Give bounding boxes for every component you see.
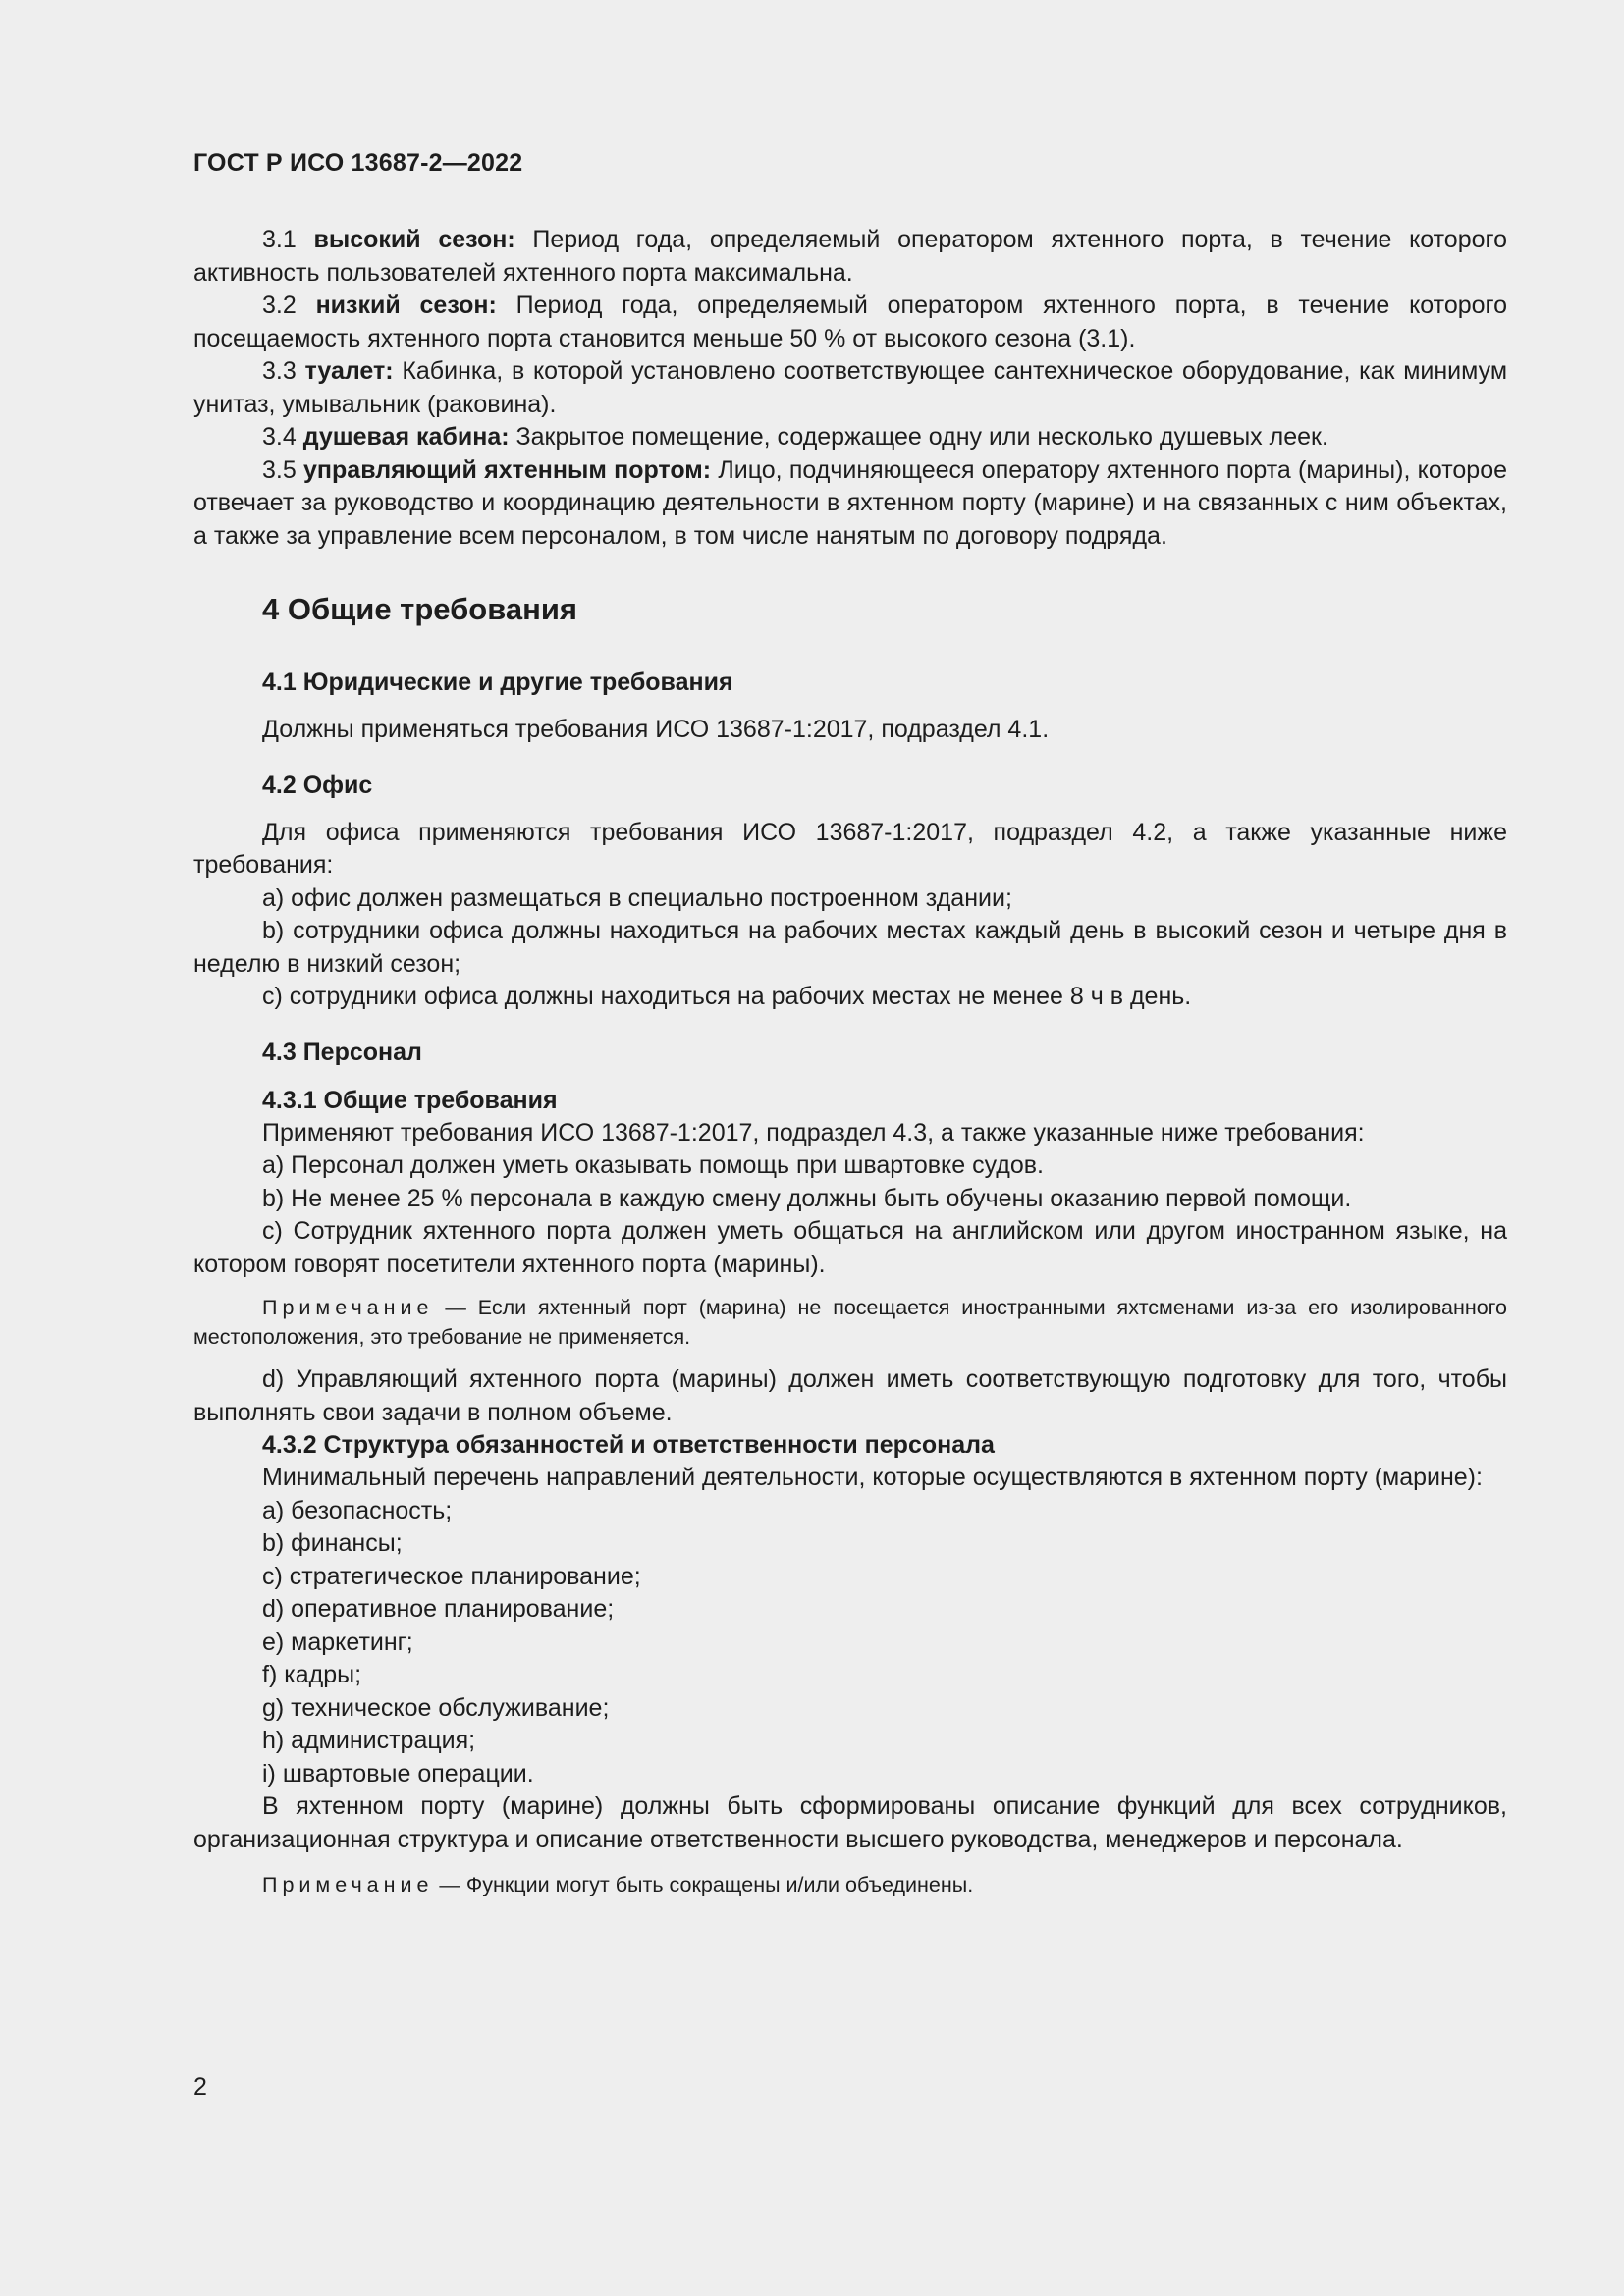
list-item: e) маркетинг; xyxy=(262,1628,413,1656)
term: высокий сезон: xyxy=(313,226,515,253)
list-item: c) стратегическое планирование; xyxy=(262,1562,641,1590)
term: душевая кабина: xyxy=(302,423,510,451)
page-number: 2 xyxy=(193,2073,207,2101)
list-item: i) швартовые операции. xyxy=(262,1759,534,1788)
list-item: d) оперативное планирование; xyxy=(262,1595,615,1623)
note-label: Примечание xyxy=(262,1296,434,1319)
list-item: h) администрация; xyxy=(262,1727,476,1754)
list-item: b) сотрудники офиса должны находиться на рабочих местах каждый день в высокий сезон и четыре дня в неделю в низкий сезон; xyxy=(193,917,1507,978)
section-4-3-2-closing: В яхтенном порту (марине) должны быть сформированы описание функций для всех сотрудников, организационная структура и описание ответственности высшего руководства, менеджеров и персонала. xyxy=(193,1792,1507,1853)
definition-3-2: 3.2 низкий сезон: Период года, определяемый оператором яхтенного порта, в течение которого посещаемость яхтенного порта становится меньше 50 % от высокого сезона (3.1). xyxy=(193,292,1508,352)
note-label: Примечание xyxy=(262,1873,434,1896)
definition-3-1: 3.1 высокий сезон: Период года, определяемый оператором яхтенного порта, в течение которого активность пользователей яхтенного порта максимальна. xyxy=(193,226,1507,287)
note: Примечание — Если яхтенный порт (марина) не посещается иностранными яхтсменами из-за его изолированного местоположения, это требование не применяется. xyxy=(193,1296,1507,1349)
section-4-3-1-heading: 4.3.1 Общие требования xyxy=(262,1086,558,1114)
list-item: a) безопасность; xyxy=(262,1496,453,1524)
definition-3-3: 3.3 туалет: Кабинка, в которой установлено соответствующее сантехническое оборудование, как минимум унитаз, умывальник (раковина). xyxy=(193,357,1508,418)
section-4-3-2-intro: Минимальный перечень направлений деятельности, которые осуществляются в яхтенном порту (марине): xyxy=(262,1464,1483,1491)
list-item: a) Персонал должен уметь оказывать помощь при швартовке судов. xyxy=(262,1151,1044,1179)
list-item: d) Управляющий яхтенного порта (марины) должен иметь соответствующую подготовку для того, чтобы выполнять свои задачи в полном объеме. xyxy=(193,1365,1507,1426)
section-4-2-heading: 4.2 Офис xyxy=(262,771,373,799)
section-4-3-heading: 4.3 Персонал xyxy=(262,1038,422,1066)
list-item: f) кадры; xyxy=(262,1661,362,1688)
document-code-header: ГОСТ Р ИСО 13687-2—2022 xyxy=(193,149,523,177)
section-4-1-heading: 4.1 Юридические и другие требования xyxy=(262,668,733,696)
section-4-3-1-intro: Применяют требования ИСО 13687-1:2017, подраздел 4.3, а также указанные ниже требования: xyxy=(262,1118,1365,1147)
term: низкий сезон: xyxy=(315,292,497,319)
list-item: g) техническое обслуживание; xyxy=(262,1693,610,1722)
term: управляющий яхтенным портом: xyxy=(303,455,712,484)
list-item: c) Сотрудник яхтенного порта должен уметь общаться на английском или другом иностранном языке, на котором говорят посетители яхтенного порта (марины). xyxy=(193,1217,1507,1278)
section-4-3-2-heading: 4.3.2 Структура обязанностей и ответственности персонала xyxy=(262,1431,995,1459)
definition-3-4: 3.4 душевая кабина: Закрытое помещение, содержащее одну или несколько душевых леек. xyxy=(262,423,1328,451)
section-4-2-intro: Для офиса применяются требования ИСО 13687-1:2017, подраздел 4.2, а также указанные ниже требования: xyxy=(193,818,1507,879)
list-item: c) сотрудники офиса должны находиться на рабочих местах не менее 8 ч в день. xyxy=(262,983,1192,1010)
list-item: a) офис должен размещаться в специально построенном здании; xyxy=(262,883,1012,912)
list-item: b) финансы; xyxy=(262,1529,403,1557)
section-4-heading: 4 Общие требования xyxy=(262,592,577,626)
definition-3-5: 3.5 управляющий яхтенным портом: Лицо, подчиняющееся оператору яхтенного порта (марины), которое отвечает за руководство и координацию деятельности в яхтенном порту (марине) и на связанных с ним объектах, а также за управление всем персоналом, в том числе нанятым по договору подряда. xyxy=(193,455,1507,550)
term: туалет: xyxy=(304,357,394,385)
list-item: b) Не менее 25 % персонала в каждую смену должны быть обучены оказанию первой помощи. xyxy=(262,1184,1352,1212)
section-4-1-text: Должны применяться требования ИСО 13687-1:2017, подраздел 4.1. xyxy=(262,716,1050,743)
document-body xyxy=(193,224,1507,1899)
note: Примечание — Функции могут быть сокращены и/или объединены. xyxy=(262,1873,974,1896)
